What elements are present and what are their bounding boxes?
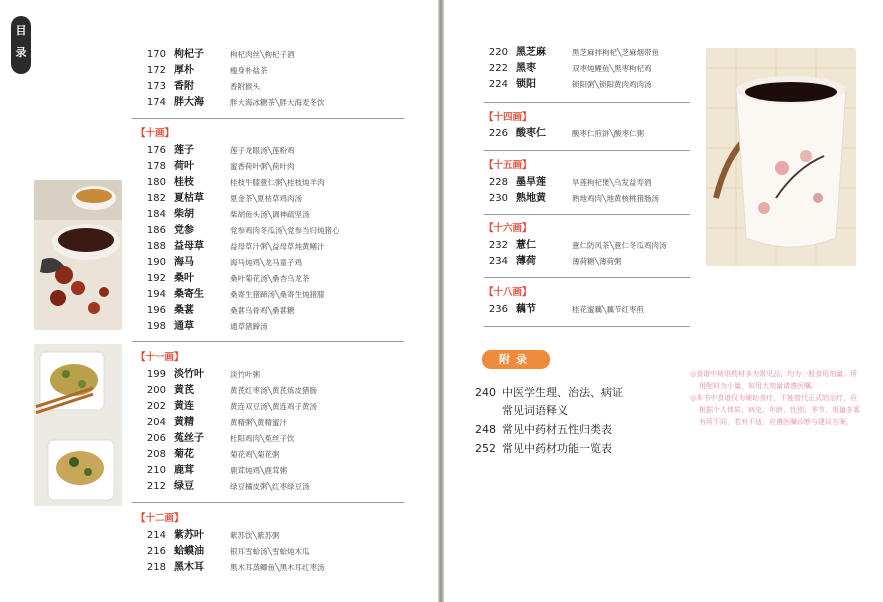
page-number: 216 <box>146 546 166 557</box>
herb-name: 枸杞子 <box>174 49 204 60</box>
page-number: 252 <box>475 442 496 455</box>
page-number: 196 <box>146 305 166 316</box>
recipe-list: 胖大海冰糖茶╲胖大海麦冬饮 <box>230 98 325 107</box>
herb-bowl-photo <box>34 180 122 330</box>
herb-name: 桑寄生 <box>174 289 204 300</box>
section-heading-16: 【十六画】 <box>484 223 532 234</box>
herb-name: 香附 <box>174 81 194 92</box>
recipe-list: 黄芪红枣汤╲黄芪炼皮猪肠 <box>230 386 318 395</box>
appendix-entry[interactable] <box>470 422 612 438</box>
page-number: 218 <box>146 562 166 573</box>
page-number: 184 <box>146 209 166 220</box>
page-number: 174 <box>146 97 166 108</box>
recipe-list: 锁阳粥╲锁阳黄肉鸡肉汤 <box>572 80 652 89</box>
contents-tab-char-1: 目 <box>15 24 27 37</box>
page-number: 222 <box>488 63 508 74</box>
section-divider <box>484 102 690 103</box>
page-number: 226 <box>488 128 508 139</box>
appendix-title: 中医学生理、治法、病证 <box>502 386 623 399</box>
herb-name: 薏仁 <box>516 240 536 251</box>
section-heading-15: 【十五画】 <box>484 160 532 171</box>
page-number: 202 <box>146 401 166 412</box>
page-number: 204 <box>146 417 166 428</box>
recipe-list: 党参鸡肉冬瓜汤╲党参当归炖猪心 <box>230 226 340 235</box>
herb-name: 柴胡 <box>174 209 194 220</box>
herb-name: 黄芪 <box>174 385 194 396</box>
appendix-entry[interactable] <box>470 385 623 401</box>
section-divider <box>484 214 690 215</box>
page-number: 228 <box>488 177 508 188</box>
page-number: 232 <box>488 240 508 251</box>
page-number: 186 <box>146 225 166 236</box>
herb-name: 益母草 <box>174 241 204 252</box>
herb-name: 绿豆 <box>174 481 194 492</box>
section-divider <box>484 326 690 327</box>
page-number: 240 <box>475 386 496 399</box>
page-number: 220 <box>488 47 508 58</box>
appendix-entry-continued <box>470 403 568 419</box>
page-number: 178 <box>146 161 166 172</box>
herb-name: 厚朴 <box>174 65 194 76</box>
page-number: 230 <box>488 193 508 204</box>
recipe-list: 黑木耳蒸鲫鱼╲黑木耳红枣汤 <box>230 563 325 572</box>
recipe-list: 柴胡鱼头汤╲调神疏坚汤 <box>230 210 310 219</box>
page-number: 236 <box>488 304 508 315</box>
recipe-list: 香附猴头 <box>230 82 260 91</box>
herb-name: 藕节 <box>516 304 536 315</box>
herb-name: 墨旱莲 <box>516 177 546 188</box>
herb-name: 菟丝子 <box>174 433 204 444</box>
note-1: ◎食谱中所用药材多为常见品，均为一般食用剂量。所用配料为小量，如用大剂量请遵医嘱。 <box>690 370 858 390</box>
herb-name: 桑叶 <box>174 273 194 284</box>
recipe-list: 桑叶菊花汤╲桑杏乌龙茶 <box>230 274 310 283</box>
recipe-list: 鹿茸炖鸡╲鹿茸粥 <box>230 466 288 475</box>
recipe-list: 旱莲枸杞煲╲乌发益寿酒 <box>572 178 652 187</box>
page-number: 206 <box>146 433 166 444</box>
recipe-list: 紫苏饮╲紫苏粥 <box>230 531 280 540</box>
page-number: 199 <box>146 369 166 380</box>
recipe-list: 枸杞肉丝╲枸杞子酒 <box>230 50 295 59</box>
herb-name: 海马 <box>174 257 194 268</box>
recipe-list: 双枣炖鲤鱼╲黑枣枸杞鸡 <box>572 64 652 73</box>
recipe-list: 夏金茶╲夏枯草鸡肉汤 <box>230 194 303 203</box>
herb-name: 胖大海 <box>174 97 204 108</box>
recipe-list: 桂花蜜藕╲藕节红枣煎 <box>572 305 645 314</box>
recipe-list: 熟地鸡肉╲地黄核桃猪肠汤 <box>572 194 660 203</box>
tea-cup-photo <box>706 48 856 266</box>
herb-name: 通草 <box>174 321 194 332</box>
recipe-list: 海马炖鸡╲龙马童子鸡 <box>230 258 303 267</box>
section-divider <box>484 150 690 151</box>
section-divider <box>132 341 404 342</box>
herb-name: 莲子 <box>174 145 194 156</box>
page-number: 234 <box>488 256 508 267</box>
herb-name: 夏枯草 <box>174 193 204 204</box>
recipe-list: 菊花鸡╲菊花粥 <box>230 450 280 459</box>
section-heading-12: 【十二画】 <box>136 513 184 524</box>
page-number: 212 <box>146 481 166 492</box>
appendix-entry[interactable] <box>470 441 612 457</box>
contents-tab-char-2: 录 <box>15 46 27 59</box>
section-heading-18: 【十八画】 <box>484 287 532 298</box>
section-divider <box>484 277 690 278</box>
herb-name: 淡竹叶 <box>174 369 204 380</box>
note-2: ◎本书中食谱仅为辅助食疗，不能替代正式的治疗，应根据个人体质、病史、年龄、性别、季节，用量多寡有所不同，若有不适，应遵医嘱诊断与建议方案。 <box>690 394 860 426</box>
page-number: 176 <box>146 145 166 156</box>
page-number: 210 <box>146 465 166 476</box>
section-divider <box>132 502 404 503</box>
page-number: 194 <box>146 289 166 300</box>
recipe-list: 绿豆橘皮粥╲红枣绿豆汤 <box>230 482 310 491</box>
book-spine <box>438 0 444 602</box>
recipe-list: 酸枣仁煎饼╲酸枣仁粥 <box>572 129 645 138</box>
appendix-title: 常见词语释义 <box>502 404 568 417</box>
appendix-title: 常见中药材五性归类表 <box>502 423 612 436</box>
herb-name: 桂枝 <box>174 177 194 188</box>
stirfry-dish-photo <box>34 344 122 506</box>
herb-name: 菊花 <box>174 449 194 460</box>
herb-name: 黑芝麻 <box>516 47 546 58</box>
herb-name: 黄精 <box>174 417 194 428</box>
page-number: 214 <box>146 530 166 541</box>
page-number: 172 <box>146 65 166 76</box>
recipe-list: 黄精粥╲黄精蜜汁 <box>230 418 288 427</box>
herb-name: 黄连 <box>174 401 194 412</box>
recipe-list: 蜜香荷叶粥╲荷叶肉 <box>230 162 295 171</box>
herb-name: 黑木耳 <box>174 562 204 573</box>
recipe-list: 薏仁防风茶╲薏仁冬瓜鸡肉汤 <box>572 241 667 250</box>
herb-name: 酸枣仁 <box>516 128 546 139</box>
page-number: 198 <box>146 321 166 332</box>
recipe-list: 瘦身朴盐茶 <box>230 66 268 75</box>
page-number: 192 <box>146 273 166 284</box>
recipe-list: 桑葚乌骨鸡╲桑葚糖 <box>230 306 295 315</box>
section-heading-10: 【十画】 <box>136 128 175 139</box>
page-number: 170 <box>146 49 166 60</box>
page-number: 182 <box>146 193 166 204</box>
page-number: 208 <box>146 449 166 460</box>
recipe-list: 薄荷糖╲薄荷粥 <box>572 257 622 266</box>
recipe-list: 桂枝牛膝薏仁粥╲桂枝炖羊肉 <box>230 178 325 187</box>
recipe-list: 莲子龙眼汤╲莲粉鸡 <box>230 146 295 155</box>
notes-block <box>690 368 860 428</box>
appendix-title: 常见中药材功能一览表 <box>502 442 612 455</box>
section-divider <box>132 118 404 119</box>
herb-name: 薄荷 <box>516 256 536 267</box>
recipe-list: 桑寄生猪蹄汤╲桑寄生炖猪膝 <box>230 290 325 299</box>
herb-name: 桑葚 <box>174 305 194 316</box>
page-number: 173 <box>146 81 166 92</box>
herb-name: 紫苏叶 <box>174 530 204 541</box>
recipe-list: 银耳雪蛤汤╲雪蛤炖木瓜 <box>230 547 310 556</box>
page-number: 180 <box>146 177 166 188</box>
appendix-badge: 附录 <box>482 350 550 369</box>
page-number: 224 <box>488 79 508 90</box>
recipe-list: 淡竹叶粥 <box>230 370 260 379</box>
recipe-list: 杜阳鸡肉╲菟丝子饮 <box>230 434 295 443</box>
herb-name: 蛤蟆油 <box>174 546 204 557</box>
page-number: 200 <box>146 385 166 396</box>
section-heading-14: 【十四画】 <box>484 112 532 123</box>
recipe-list: 通草猪蹄汤 <box>230 322 268 331</box>
recipe-list: 黄连双豆汤╲黄连鸡子黄汤 <box>230 402 318 411</box>
herb-name: 锁阳 <box>516 79 536 90</box>
contents-tab <box>11 16 31 74</box>
page-number: 190 <box>146 257 166 268</box>
page-number: 248 <box>475 423 496 436</box>
page-number: 188 <box>146 241 166 252</box>
herb-name: 黑枣 <box>516 63 536 74</box>
section-heading-11: 【十一画】 <box>136 352 184 363</box>
herb-name: 荷叶 <box>174 161 194 172</box>
recipe-list: 益母草汁粥╲益母草炖黄鳝汁 <box>230 242 325 251</box>
recipe-list: 黑芝麻拌枸杞╲芝麻烟带鱼 <box>572 48 660 57</box>
herb-name: 鹿茸 <box>174 465 194 476</box>
herb-name: 党参 <box>174 225 194 236</box>
herb-name: 熟地黄 <box>516 193 546 204</box>
